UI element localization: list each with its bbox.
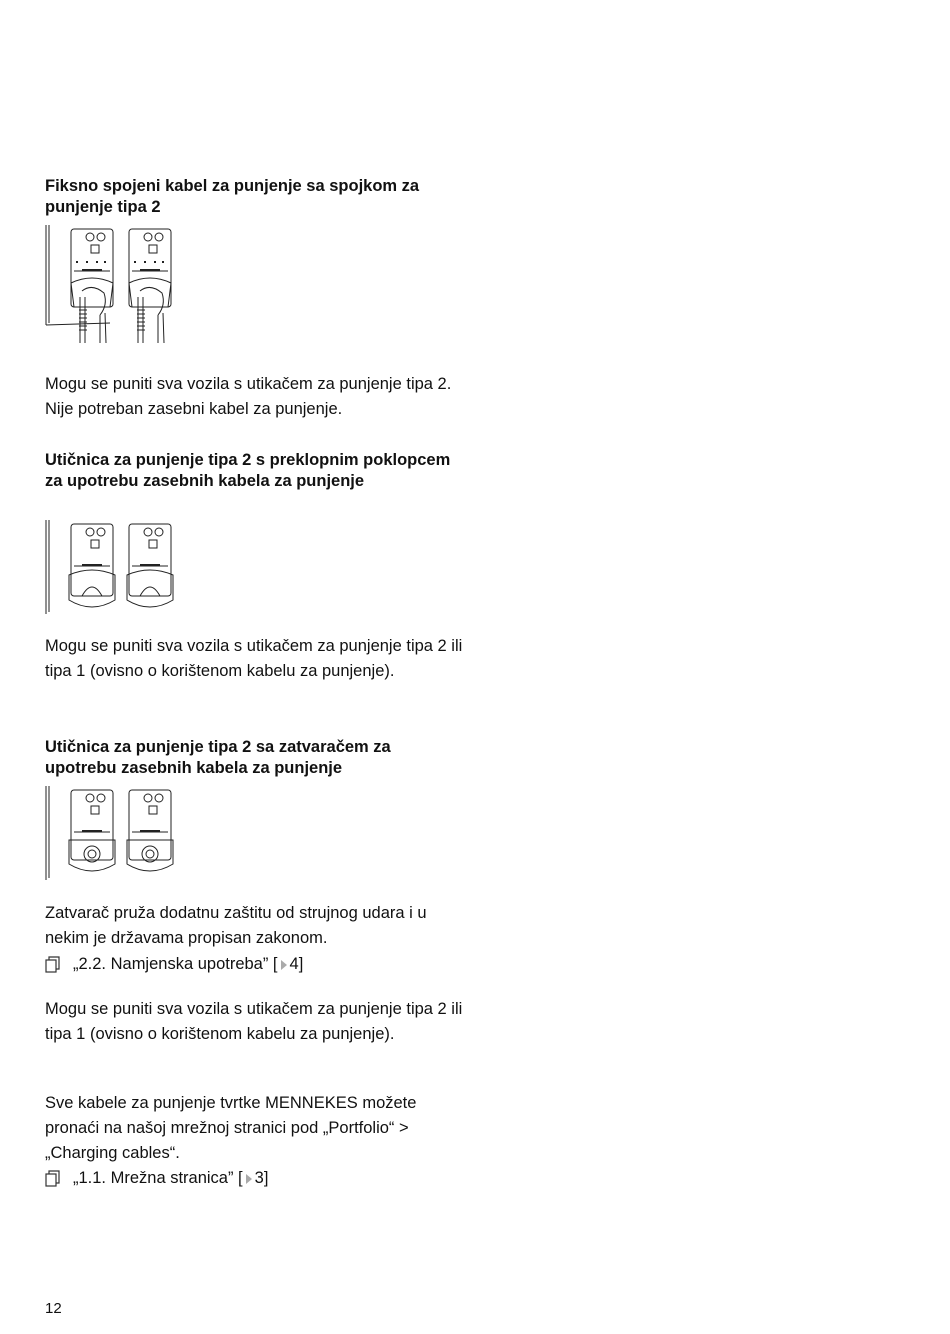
reference-close: ] [298,955,304,973]
heading-socket-shutter: Utičnica za punjenje tipa 2 sa zatvaračem za upotrebu zasebnih kabela za punjenje [45,738,391,777]
wallbox-socket-flap-illustration [44,520,176,616]
socket-shutter-description: Zatvarač pruža dodatnu zaštitu od strujnog udara i u nekim je državama propisan zakonom. [45,904,427,947]
reference-text: „2.2. Namjenska upotreba” [ [73,955,278,973]
socket-flap-description: Mogu se puniti sva vozila s utikačem za punjenje tipa 2 ili tipa 1 (ovisno o korištenom kabelu za punjenje). [45,637,463,680]
heading-fixed-cable: Fiksno spojeni kabel za punjenje sa spojkom za punjenje tipa 2 [45,177,420,216]
reference-link-intended-use[interactable] [45,952,303,977]
page-number: 12 [45,1300,62,1317]
fixed-cable-description: Mogu se puniti sva vozila s utikačem za punjenje tipa 2. Nije potreban zasebni kabel za punjenje. [45,375,452,418]
socket-shutter-vehicles: Mogu se puniti sva vozila s utikačem za punjenje tipa 2 ili tipa 1 (ovisno o korištenom kabelu za punjenje). [45,1000,463,1043]
charging-cables-info: Sve kabele za punjenje tvrtke MENNEKES možete pronaći na našoj mrežnoj stranici pod „Portfolio“ > „Charging cables“. [45,1094,417,1162]
wallbox-socket-shutter-illustration [44,786,176,882]
reference-close: ] [263,1169,269,1187]
arrow-right-icon [246,1174,252,1184]
arrow-right-icon [281,960,287,970]
reference-link-website[interactable] [45,1166,268,1191]
reference-text: „1.1. Mrežna stranica” [ [73,1169,243,1187]
reference-page: 3 [254,1169,264,1187]
heading-socket-flap: Utičnica za punjenje tipa 2 s preklopnim poklopcem za upotrebu zasebnih kabela za punjenje [45,451,451,490]
reference-page: 4 [289,955,299,973]
document-icon [45,956,61,973]
document-icon [45,1170,61,1187]
wallbox-fixed-cable-illustration [44,225,176,351]
